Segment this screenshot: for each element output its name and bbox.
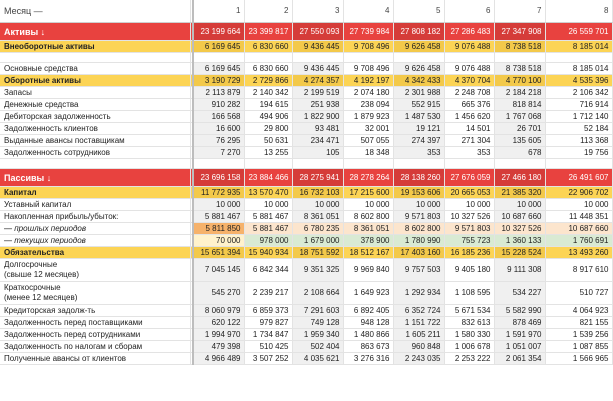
value-cell[interactable]: 9 436 445 (292, 41, 343, 53)
value-cell[interactable]: 3 276 316 (343, 353, 393, 365)
value-cell[interactable]: 1 487 530 (393, 111, 444, 123)
value-cell[interactable]: 10 000 (393, 199, 444, 211)
empty-cell (0, 159, 190, 169)
row-label-text: Задолженность перед сотрудниками (4, 329, 141, 339)
row-label[interactable] (0, 147, 190, 159)
value-cell[interactable]: 8 602 800 (343, 211, 393, 223)
row-label-text: Задолженность перед поставщиками (4, 317, 143, 327)
value-cell[interactable]: 6 169 645 (193, 63, 244, 75)
value-cell[interactable]: 716 914 (545, 99, 612, 111)
empty-cell (494, 159, 545, 169)
table-row (0, 199, 612, 211)
value-cell[interactable]: 9 076 488 (444, 63, 494, 75)
row-label[interactable] (0, 282, 190, 305)
value-cell[interactable]: 353 (444, 147, 494, 159)
value-cell[interactable]: 8 738 518 (494, 41, 545, 53)
empty-cell (343, 53, 393, 63)
value-cell[interactable]: 910 282 (193, 99, 244, 111)
value-cell[interactable]: 9 708 496 (343, 63, 393, 75)
value-cell[interactable]: 9 626 458 (393, 63, 444, 75)
value-cell[interactable]: 76 295 (193, 135, 244, 147)
row-label-text: Краткосрочные (4, 283, 61, 292)
value-cell[interactable]: 2 184 218 (494, 87, 545, 99)
row-label-text: Пассивы ↓ (4, 172, 52, 183)
table-body (0, 23, 612, 365)
value-cell[interactable]: 8 917 610 (545, 259, 612, 282)
value-cell[interactable]: 10 000 (545, 199, 612, 211)
value-cell[interactable]: 8 060 979 (193, 305, 244, 317)
value-cell[interactable]: 23 696 158 (193, 169, 244, 187)
value-cell[interactable]: 2 729 866 (244, 75, 292, 87)
value-cell[interactable]: 1 734 847 (244, 329, 292, 341)
value-cell[interactable]: 4 035 621 (292, 353, 343, 365)
row-label-text: Выданные авансы поставщикам (4, 135, 125, 145)
value-cell[interactable]: 15 940 934 (244, 247, 292, 259)
value-cell[interactable]: 9 571 803 (444, 223, 494, 235)
value-cell[interactable]: 620 122 (193, 317, 244, 329)
row-label[interactable] (0, 341, 190, 353)
value-cell[interactable]: 113 368 (545, 135, 612, 147)
value-cell[interactable]: 271 304 (444, 135, 494, 147)
row-label[interactable] (0, 75, 190, 87)
month-header[interactable]: 2 (244, 0, 292, 23)
row-label-text: Капитал (4, 187, 37, 197)
row-label-text: Запасы (4, 87, 32, 97)
value-cell[interactable]: 9 626 458 (393, 41, 444, 53)
value-cell[interactable]: 1 605 211 (393, 329, 444, 341)
row-label-text: Внеоборотные активы (4, 41, 95, 51)
row-label-text: Задолженность по налогам и сборам (4, 341, 143, 351)
value-cell[interactable]: 4 064 923 (545, 305, 612, 317)
row-label[interactable] (0, 211, 190, 223)
table-row (0, 211, 612, 223)
value-cell[interactable]: 5 881 467 (244, 223, 292, 235)
table-row (0, 282, 612, 305)
row-label[interactable] (0, 23, 190, 41)
value-cell[interactable]: 6 169 645 (193, 41, 244, 53)
row-label[interactable] (0, 259, 190, 282)
month-header[interactable]: 1 (193, 0, 244, 23)
value-cell[interactable]: 22 906 702 (545, 187, 612, 199)
value-cell[interactable]: 1 760 691 (545, 235, 612, 247)
value-cell[interactable]: 1 712 140 (545, 111, 612, 123)
group-row (0, 247, 612, 259)
row-label[interactable] (0, 223, 190, 235)
group-row (0, 187, 612, 199)
value-cell[interactable]: 8 738 518 (494, 63, 545, 75)
value-cell[interactable]: 1 649 923 (343, 282, 393, 305)
group-row (0, 75, 612, 87)
value-cell[interactable]: 878 469 (494, 317, 545, 329)
value-cell[interactable]: 10 000 (292, 199, 343, 211)
value-cell[interactable]: 10 000 (244, 199, 292, 211)
value-cell[interactable]: 10 327 526 (444, 211, 494, 223)
table-row (0, 259, 612, 282)
value-cell[interactable]: 1 051 007 (494, 341, 545, 353)
value-cell[interactable]: 15 651 394 (193, 247, 244, 259)
value-cell[interactable]: 9 757 503 (393, 259, 444, 282)
value-cell[interactable]: 27 676 059 (444, 169, 494, 187)
value-cell[interactable]: 1 087 855 (545, 341, 612, 353)
value-cell[interactable]: 26 701 (494, 123, 545, 135)
value-cell[interactable]: 4 966 489 (193, 353, 244, 365)
value-cell[interactable]: 17 215 600 (343, 187, 393, 199)
value-cell[interactable]: 21 385 320 (494, 187, 545, 199)
table-row (0, 135, 612, 147)
value-cell[interactable]: 1 780 990 (393, 235, 444, 247)
value-cell[interactable]: 18 512 167 (343, 247, 393, 259)
value-cell[interactable]: 1 360 133 (494, 235, 545, 247)
month-header[interactable]: 3 (292, 0, 343, 23)
value-cell[interactable]: 2 301 988 (393, 87, 444, 99)
value-cell[interactable]: 821 155 (545, 317, 612, 329)
row-label-text: Оборотные активы (4, 75, 81, 85)
table-row (0, 235, 612, 247)
row-label[interactable] (0, 329, 190, 341)
value-cell[interactable]: 50 631 (244, 135, 292, 147)
value-cell[interactable]: 27 808 182 (393, 23, 444, 41)
value-cell[interactable]: 27 466 180 (494, 169, 545, 187)
value-cell[interactable]: 9 436 445 (292, 63, 343, 75)
value-cell[interactable]: 2 140 342 (244, 87, 292, 99)
empty-cell (244, 53, 292, 63)
value-cell[interactable]: 1 151 722 (393, 317, 444, 329)
value-cell[interactable]: 9 969 840 (343, 259, 393, 282)
value-cell[interactable]: 678 (494, 147, 545, 159)
value-cell[interactable]: 18 348 (343, 147, 393, 159)
value-cell[interactable]: 20 665 053 (444, 187, 494, 199)
value-cell[interactable]: 10 327 526 (494, 223, 545, 235)
value-cell[interactable]: 10 687 660 (494, 211, 545, 223)
value-cell[interactable]: 979 827 (244, 317, 292, 329)
value-cell[interactable]: 11 448 351 (545, 211, 612, 223)
row-label[interactable] (0, 135, 190, 147)
value-cell[interactable]: 27 550 093 (292, 23, 343, 41)
value-cell[interactable]: 19 756 (545, 147, 612, 159)
value-cell[interactable]: 5 811 850 (193, 223, 244, 235)
value-cell[interactable]: 1 566 965 (545, 353, 612, 365)
row-label-text: Уставный капитал (4, 199, 72, 209)
value-cell[interactable]: 948 128 (343, 317, 393, 329)
value-cell[interactable]: 818 814 (494, 99, 545, 111)
row-label[interactable] (0, 111, 190, 123)
value-cell[interactable]: 8 185 014 (545, 41, 612, 53)
month-header[interactable]: 5 (393, 0, 444, 23)
value-cell[interactable]: 507 055 (343, 135, 393, 147)
value-cell[interactable]: 4 192 197 (343, 75, 393, 87)
empty-cell (193, 53, 244, 63)
value-cell[interactable]: 8 361 051 (343, 223, 393, 235)
value-cell[interactable]: 545 270 (193, 282, 244, 305)
value-cell[interactable]: 534 227 (494, 282, 545, 305)
empty-cell (292, 53, 343, 63)
value-cell[interactable]: 6 892 405 (343, 305, 393, 317)
value-cell[interactable]: 960 848 (393, 341, 444, 353)
header-row (0, 0, 612, 23)
row-label-text: — прошлых периодов (4, 223, 87, 233)
value-cell[interactable]: 6 842 344 (244, 259, 292, 282)
value-cell[interactable]: 5 582 990 (494, 305, 545, 317)
value-cell[interactable]: 17 403 160 (393, 247, 444, 259)
value-cell[interactable]: 1 539 256 (545, 329, 612, 341)
month-header[interactable]: 6 (444, 0, 494, 23)
value-cell[interactable]: 10 000 (343, 199, 393, 211)
value-cell[interactable]: 18 751 592 (292, 247, 343, 259)
value-cell[interactable]: 665 376 (444, 99, 494, 111)
row-label[interactable] (0, 317, 190, 329)
value-cell[interactable]: 19 121 (393, 123, 444, 135)
value-cell[interactable]: 552 915 (393, 99, 444, 111)
row-label[interactable] (0, 123, 190, 135)
value-cell[interactable]: 93 481 (292, 123, 343, 135)
row-label-text: Накопленная прибыль/убыток: (4, 211, 119, 221)
value-cell[interactable]: 1 108 595 (444, 282, 494, 305)
value-cell[interactable]: 8 361 051 (292, 211, 343, 223)
value-cell[interactable]: 8 185 014 (545, 63, 612, 75)
value-cell[interactable]: 2 108 664 (292, 282, 343, 305)
table-row (0, 353, 612, 365)
value-cell[interactable]: 16 732 103 (292, 187, 343, 199)
empty-cell (0, 53, 190, 63)
empty-cell (545, 159, 612, 169)
value-cell[interactable]: 6 780 235 (292, 223, 343, 235)
row-label-subtext: (менее 12 месяцев) (4, 293, 78, 302)
row-label-text: Задолженность клиентов (4, 123, 98, 133)
value-cell[interactable]: 23 399 817 (244, 23, 292, 41)
table-row (0, 341, 612, 353)
row-label[interactable] (0, 199, 190, 211)
value-cell[interactable]: 832 613 (444, 317, 494, 329)
empty-cell (343, 159, 393, 169)
value-cell[interactable]: 1 994 970 (193, 329, 244, 341)
table-row (0, 123, 612, 135)
value-cell[interactable]: 23 199 664 (193, 23, 244, 41)
value-cell[interactable]: 28 278 264 (343, 169, 393, 187)
value-cell[interactable]: 28 275 941 (292, 169, 343, 187)
row-label[interactable] (0, 41, 190, 53)
value-cell[interactable]: 10 000 (193, 199, 244, 211)
value-cell[interactable]: 5 881 467 (244, 211, 292, 223)
value-cell[interactable]: 3 507 252 (244, 353, 292, 365)
value-cell[interactable]: 1 591 970 (494, 329, 545, 341)
value-cell[interactable]: 4 274 357 (292, 75, 343, 87)
row-label[interactable] (0, 99, 190, 111)
empty-cell (494, 53, 545, 63)
table-row (0, 329, 612, 341)
row-label-text: Задолженность сотрудников (4, 147, 110, 157)
value-cell[interactable]: 1 480 866 (343, 329, 393, 341)
section-row (0, 169, 612, 187)
month-header[interactable]: 7 (494, 0, 545, 23)
value-cell[interactable]: 166 568 (193, 111, 244, 123)
value-cell[interactable]: 16 600 (193, 123, 244, 135)
value-cell[interactable]: 863 673 (343, 341, 393, 353)
value-cell[interactable]: 9 405 180 (444, 259, 494, 282)
value-cell[interactable]: 6 830 660 (244, 63, 292, 75)
value-cell[interactable]: 238 094 (343, 99, 393, 111)
table-row (0, 147, 612, 159)
row-label-text: Основные средства (4, 63, 78, 73)
row-label[interactable] (0, 87, 190, 99)
value-cell[interactable]: 4 770 100 (494, 75, 545, 87)
value-cell[interactable]: 2 061 354 (494, 353, 545, 365)
value-cell[interactable]: 27 739 984 (343, 23, 393, 41)
value-cell[interactable]: 2 239 217 (244, 282, 292, 305)
value-cell[interactable]: 978 000 (244, 235, 292, 247)
value-cell[interactable]: 27 286 483 (444, 23, 494, 41)
value-cell[interactable]: 4 535 396 (545, 75, 612, 87)
empty-cell (393, 159, 444, 169)
value-cell[interactable]: 2 106 342 (545, 87, 612, 99)
table-row (0, 317, 612, 329)
value-cell[interactable]: 353 (393, 147, 444, 159)
value-cell[interactable]: 29 800 (244, 123, 292, 135)
value-cell[interactable]: 52 184 (545, 123, 612, 135)
value-cell[interactable]: 6 859 373 (244, 305, 292, 317)
value-cell[interactable]: 2 253 222 (444, 353, 494, 365)
value-cell[interactable]: 70 000 (193, 235, 244, 247)
value-cell[interactable]: 9 351 325 (292, 259, 343, 282)
value-cell[interactable]: 510 425 (244, 341, 292, 353)
section-row (0, 23, 612, 41)
value-cell[interactable]: 1 959 340 (292, 329, 343, 341)
value-cell[interactable]: 135 605 (494, 135, 545, 147)
row-label[interactable] (0, 247, 190, 259)
value-cell[interactable]: 13 255 (244, 147, 292, 159)
value-cell[interactable]: 9 111 308 (494, 259, 545, 282)
value-cell[interactable]: 28 138 260 (393, 169, 444, 187)
value-cell[interactable]: 1 456 620 (444, 111, 494, 123)
value-cell[interactable]: 13 570 470 (244, 187, 292, 199)
value-cell[interactable]: 26 559 701 (545, 23, 612, 41)
value-cell[interactable]: 510 727 (545, 282, 612, 305)
value-cell[interactable]: 9 076 488 (444, 41, 494, 53)
value-cell[interactable]: 1 006 678 (444, 341, 494, 353)
month-header[interactable]: 8 (545, 0, 612, 23)
empty-cell (444, 159, 494, 169)
table-row (0, 87, 612, 99)
row-label[interactable] (0, 63, 190, 75)
value-cell[interactable]: 4 370 704 (444, 75, 494, 87)
value-cell[interactable]: 6 830 660 (244, 41, 292, 53)
table-row (0, 63, 612, 75)
value-cell[interactable]: 749 128 (292, 317, 343, 329)
row-label[interactable] (0, 235, 190, 247)
value-cell[interactable]: 1 679 000 (292, 235, 343, 247)
value-cell[interactable]: 6 352 724 (393, 305, 444, 317)
empty-cell (444, 53, 494, 63)
empty-cell (545, 53, 612, 63)
month-header[interactable]: 4 (343, 0, 393, 23)
value-cell[interactable]: 4 342 433 (393, 75, 444, 87)
row-label-text: Активы ↓ (4, 26, 46, 37)
value-cell[interactable]: 7 291 603 (292, 305, 343, 317)
value-cell[interactable]: 13 493 260 (545, 247, 612, 259)
value-cell[interactable]: 8 602 800 (393, 223, 444, 235)
value-cell[interactable]: 251 938 (292, 99, 343, 111)
value-cell[interactable]: 15 228 524 (494, 247, 545, 259)
row-label-text: Денежные средства (4, 99, 79, 109)
row-label[interactable] (0, 353, 190, 365)
empty-cell (244, 159, 292, 169)
spacer-row (0, 53, 612, 63)
value-cell[interactable]: 23 884 466 (244, 169, 292, 187)
value-cell[interactable]: 494 906 (244, 111, 292, 123)
row-label-text: Полученные авансы от клиентов (4, 353, 127, 363)
value-cell[interactable]: 11 772 935 (193, 187, 244, 199)
group-row (0, 41, 612, 53)
spacer-row (0, 159, 612, 169)
value-cell[interactable]: 19 153 606 (393, 187, 444, 199)
table-row (0, 223, 612, 235)
empty-cell (193, 159, 244, 169)
value-cell[interactable]: 1 580 330 (444, 329, 494, 341)
value-cell[interactable]: 16 185 236 (444, 247, 494, 259)
row-label[interactable] (0, 187, 190, 199)
value-cell[interactable]: 378 900 (343, 235, 393, 247)
value-cell[interactable]: 2 074 180 (343, 87, 393, 99)
row-label-text: Обязательства (4, 247, 65, 257)
row-label-text: Дебиторская задолженность (4, 111, 111, 121)
value-cell[interactable]: 1 879 923 (343, 111, 393, 123)
value-cell[interactable]: 1 822 900 (292, 111, 343, 123)
value-cell[interactable]: 2 199 519 (292, 87, 343, 99)
value-cell[interactable]: 5 881 467 (193, 211, 244, 223)
value-cell[interactable]: 9 708 496 (343, 41, 393, 53)
value-cell[interactable]: 14 501 (444, 123, 494, 135)
value-cell[interactable]: 2 248 708 (444, 87, 494, 99)
value-cell[interactable]: 234 471 (292, 135, 343, 147)
table-row (0, 305, 612, 317)
row-label[interactable] (0, 305, 190, 317)
row-label-text: Кредиторская задолж-ть (4, 305, 96, 315)
value-cell[interactable]: 479 398 (193, 341, 244, 353)
value-cell[interactable]: 1 767 068 (494, 111, 545, 123)
value-cell[interactable]: 10 000 (444, 199, 494, 211)
value-cell[interactable]: 9 571 803 (393, 211, 444, 223)
value-cell[interactable]: 1 292 934 (393, 282, 444, 305)
value-cell[interactable]: 32 001 (343, 123, 393, 135)
value-cell[interactable]: 194 615 (244, 99, 292, 111)
value-cell[interactable]: 5 671 534 (444, 305, 494, 317)
row-label[interactable] (0, 169, 190, 187)
value-cell[interactable]: 502 404 (292, 341, 343, 353)
table-row (0, 99, 612, 111)
value-cell[interactable]: 27 347 908 (494, 23, 545, 41)
table-row (0, 111, 612, 123)
value-cell[interactable]: 7 270 (193, 147, 244, 159)
row-label-text: — текущих периодов (4, 235, 86, 245)
value-cell[interactable]: 10 687 660 (545, 223, 612, 235)
row-label-text: Долгосрочные (4, 260, 58, 269)
value-cell[interactable]: 10 000 (494, 199, 545, 211)
value-cell[interactable]: 7 045 145 (193, 259, 244, 282)
value-cell[interactable]: 2 113 879 (193, 87, 244, 99)
value-cell[interactable]: 2 243 035 (393, 353, 444, 365)
empty-cell (292, 159, 343, 169)
value-cell[interactable]: 755 723 (444, 235, 494, 247)
empty-cell (393, 53, 444, 63)
value-cell[interactable]: 105 (292, 147, 343, 159)
value-cell[interactable]: 274 397 (393, 135, 444, 147)
value-cell[interactable]: 26 491 607 (545, 169, 612, 187)
month-label[interactable]: Месяц — (0, 0, 190, 23)
row-label-subtext: (свыше 12 месяцев) (4, 270, 80, 279)
value-cell[interactable]: 3 190 729 (193, 75, 244, 87)
